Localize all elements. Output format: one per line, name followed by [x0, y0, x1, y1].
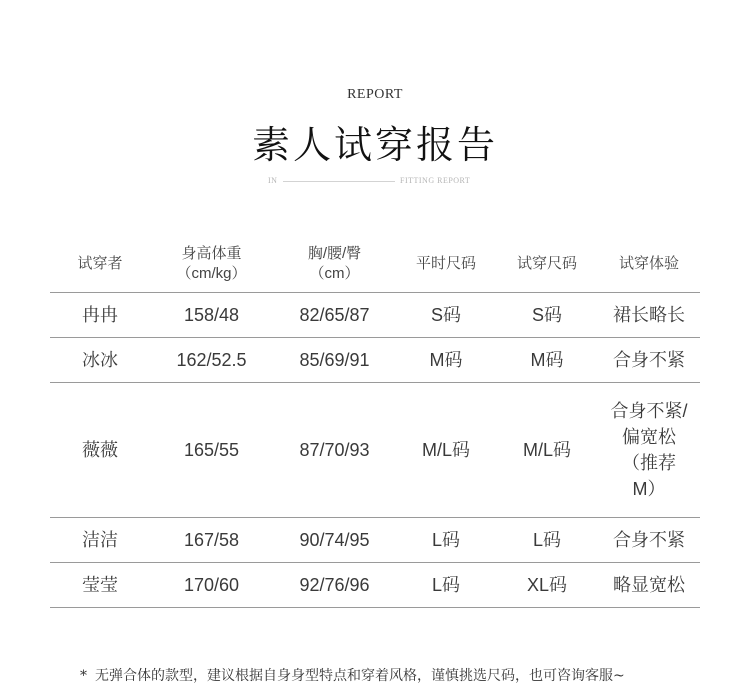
column-header-tester — [50, 254, 150, 274]
height-weight: 165/55 — [183, 440, 240, 460]
column-header-measurements — [273, 244, 396, 284]
fit-experience-line: 合身不紧 — [613, 350, 685, 370]
tester-name: 冉冉 — [82, 305, 118, 325]
tried-size: M码 — [530, 350, 564, 370]
column-header-height-weight — [150, 244, 273, 284]
fit-experience-line: 略显宽松 — [613, 575, 685, 595]
header-label: 身高体重 — [181, 245, 242, 262]
column-header-tried-size — [496, 254, 598, 274]
height-weight: 162/52.5 — [176, 350, 247, 370]
fitting-report-table — [50, 236, 700, 608]
table-row — [50, 383, 700, 518]
usual-size: M/L码 — [421, 440, 470, 460]
fit-experience — [598, 572, 700, 598]
usual-size: S码 — [430, 305, 461, 325]
header-label: 试穿体验 — [618, 255, 679, 272]
table-header-row — [50, 236, 700, 293]
usual-size: M码 — [429, 350, 463, 370]
fit-experience-line: M） — [632, 479, 666, 499]
fit-experience — [598, 398, 700, 502]
usual-size: L码 — [431, 575, 460, 595]
table-row — [50, 338, 700, 383]
height-weight: 170/60 — [183, 575, 240, 595]
bust-waist-hip: 82/65/87 — [299, 305, 370, 325]
fit-experience — [598, 527, 700, 553]
fit-experience — [598, 302, 700, 328]
fit-experience-line: 合身不紧 — [613, 530, 685, 550]
tester-name: 冰冰 — [82, 350, 118, 370]
tried-size: XL码 — [526, 575, 568, 595]
column-header-experience — [598, 254, 700, 274]
footnote — [80, 665, 625, 685]
header-label: 胸/腰/臀 — [307, 245, 362, 262]
tried-size: L码 — [532, 530, 561, 550]
fit-experience-line: 偏宽松 — [622, 427, 676, 447]
page-title: 素人试穿报告 — [251, 123, 498, 167]
footnote-text: 无弹合体的款型，建议根据自身身型特点和穿着风格，谨慎挑选尺码，也可咨询客服~ — [95, 668, 625, 684]
fit-experience-line: （推荐 — [622, 453, 676, 473]
tester-name: 莹莹 — [82, 575, 118, 595]
fit-experience-line: 合身不紧/ — [610, 401, 688, 421]
header-unit: （cm/kg） — [176, 265, 247, 282]
bust-waist-hip: 92/76/96 — [299, 575, 370, 595]
table-row — [50, 518, 700, 563]
header-label: 试穿者 — [77, 255, 123, 272]
usual-size: L码 — [431, 530, 460, 550]
header-label: 试穿尺码 — [516, 255, 577, 272]
fit-experience — [598, 347, 700, 373]
tried-size: M/L码 — [522, 440, 571, 460]
header-label: 平时尺码 — [415, 255, 476, 272]
tester-name: 洁洁 — [82, 530, 118, 550]
fit-experience-line: 裙长略长 — [613, 305, 685, 325]
height-weight: 167/58 — [183, 530, 240, 550]
subtitle-line — [268, 175, 488, 187]
bust-waist-hip: 85/69/91 — [299, 350, 370, 370]
column-header-usual-size — [396, 254, 496, 274]
table-row — [50, 563, 700, 608]
report-kicker: REPORT — [347, 87, 403, 102]
subtitle-right: FITTING REPORT — [400, 176, 471, 185]
footnote-marker: * — [80, 668, 87, 684]
table-row — [50, 293, 700, 338]
header-unit: （cm） — [309, 265, 360, 282]
subtitle-left: IN — [268, 176, 278, 185]
tester-name: 薇薇 — [82, 440, 118, 460]
height-weight: 158/48 — [183, 305, 240, 325]
subtitle-divider — [283, 181, 395, 182]
bust-waist-hip: 87/70/93 — [299, 440, 370, 460]
bust-waist-hip: 90/74/95 — [299, 530, 370, 550]
tried-size: S码 — [531, 305, 562, 325]
